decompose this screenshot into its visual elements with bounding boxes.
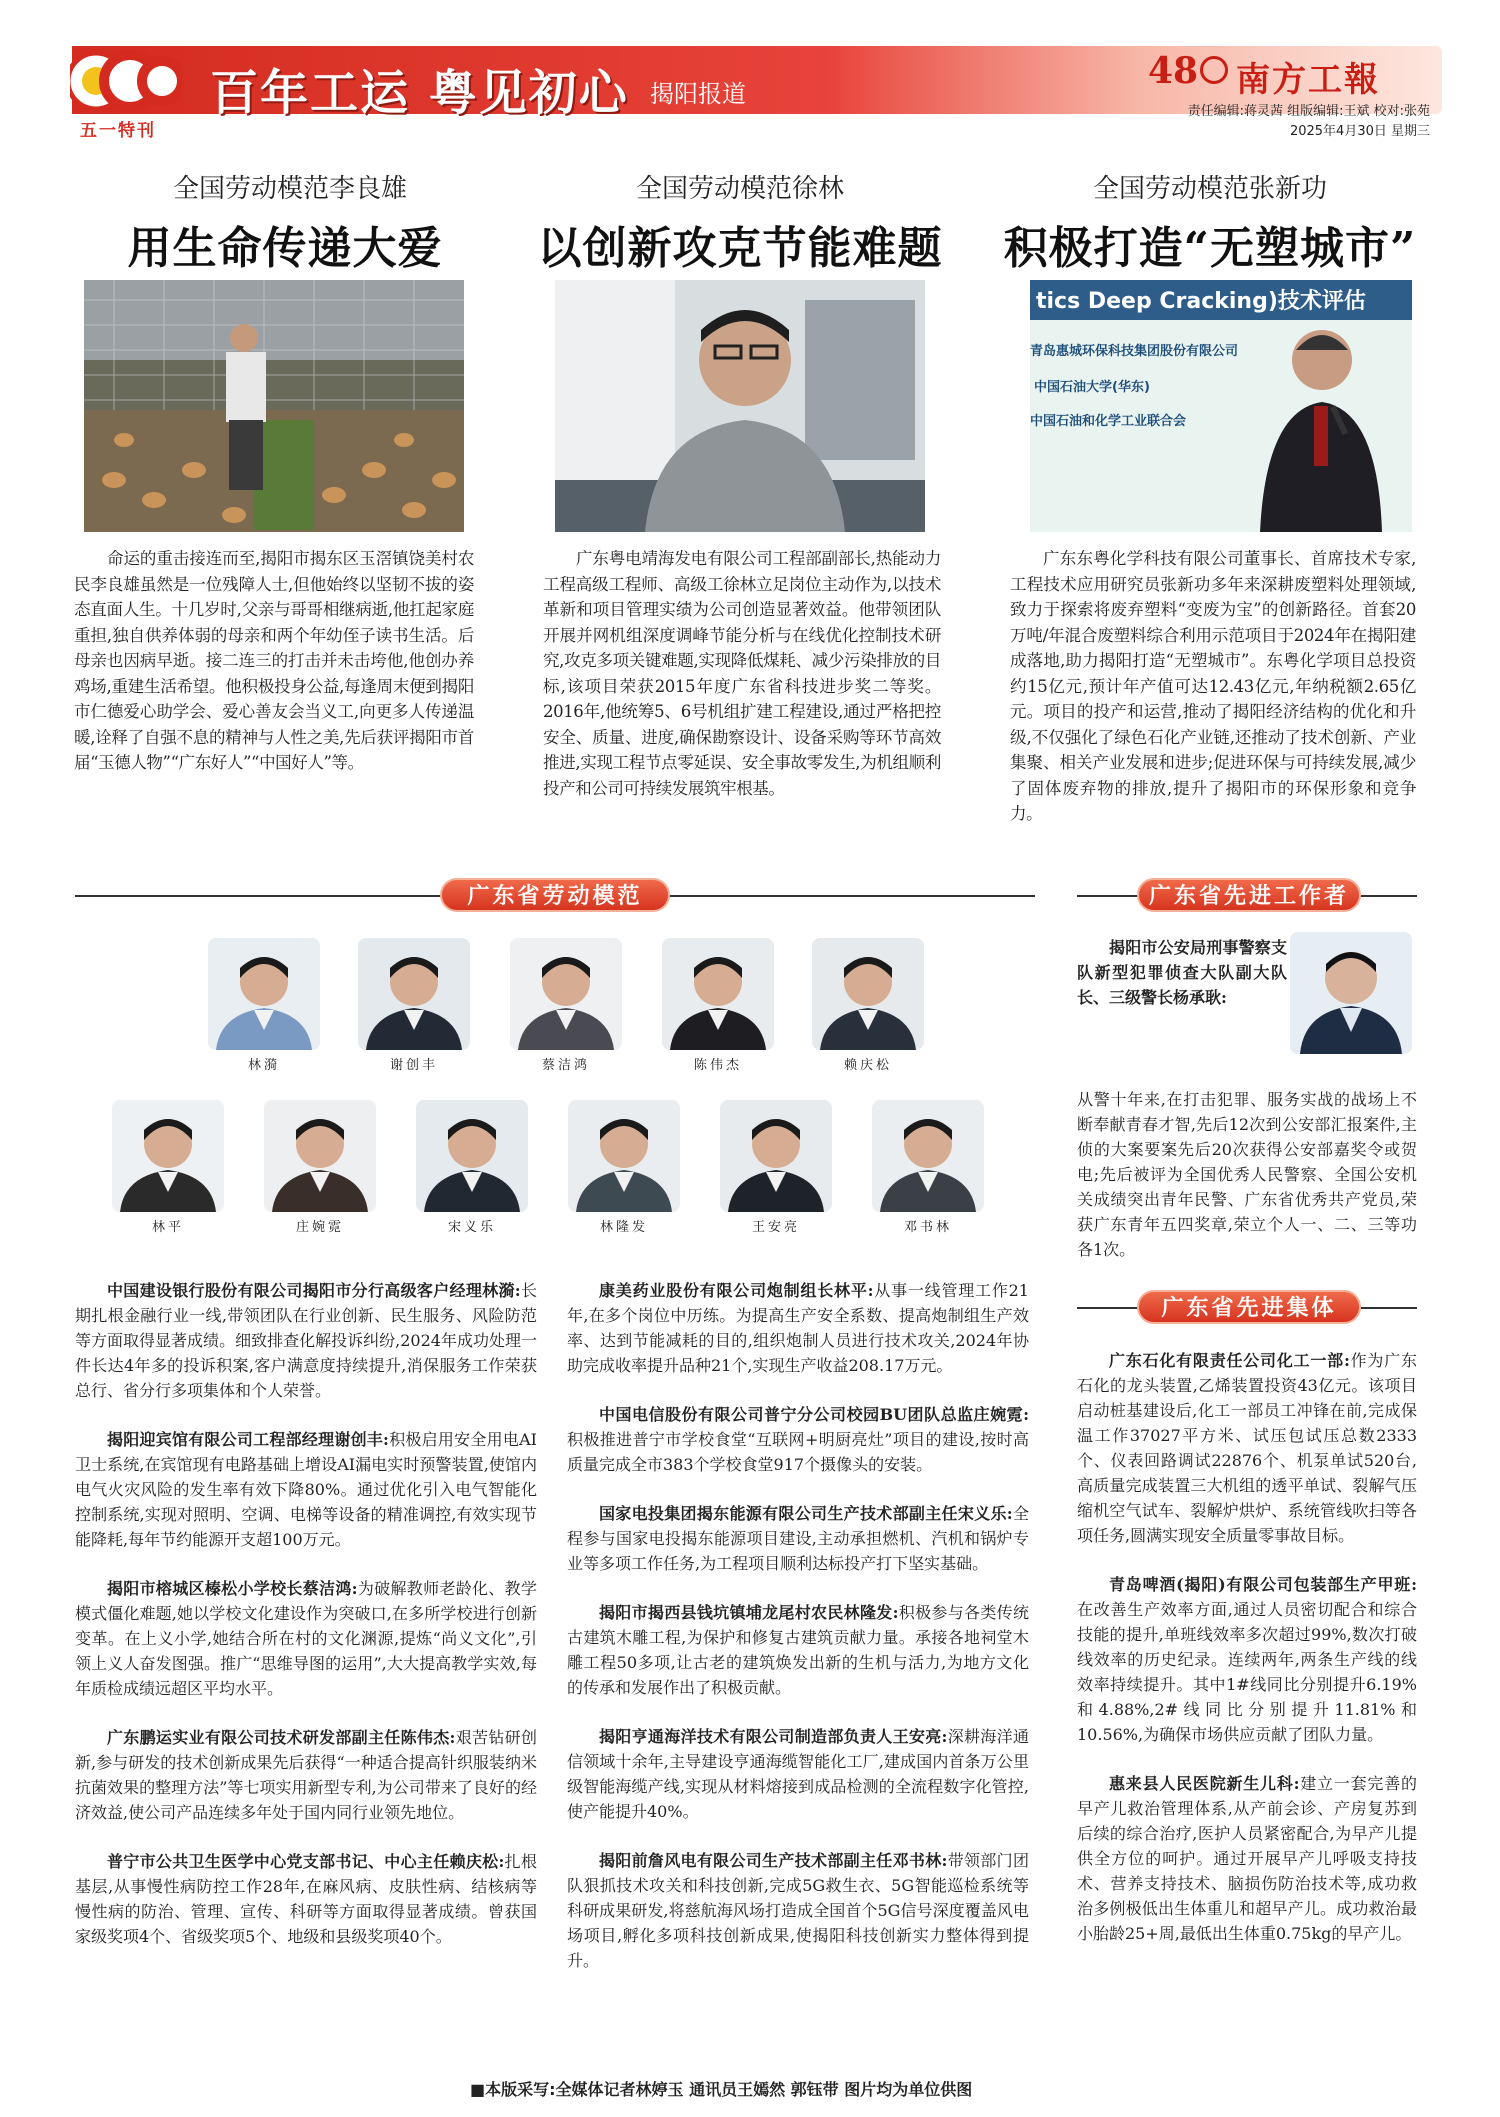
- article-3-body: 广东东粤化学科技有限公司董事长、首席技术专家,工程技术应用研究员张新功多年来深耕废塑料处理领域,致力于探索将废弃塑料“变废为宝”的创新路径。首套20万吨/年混合废塑料综合利用示范项目于2024年在揭阳建成落地,助力揭阳打造“无塑城市”。东粤化学项目总投资约15亿元,预计年产值可达12.43亿元,年纳税额2.65亿元。项目的投产和运营,推动了揭阳经济结构的优化和升级,不仅强化了绿色石化产业链,还推动了技术创新、产业集聚、相关产业发展和进步;促进环保与可持续发展,减少了固体废弃物的排放,提升了揭阳市的环保形象和竞争力。: [1010, 549, 1416, 823]
- centenary-logo: [70, 46, 182, 114]
- collective-list: [1077, 1348, 1417, 1946]
- portrait-name: 宋义乐: [447, 1220, 496, 1235]
- article-3-kicker: 全国劳动模范张新功: [1092, 174, 1327, 204]
- model-entry: 康美药业股份有限公司炮制组长林平:从事一线管理工作21年,在多个岗位中历练。为提高生产安全系数、提高炮制组生产效率、达到节能减耗的目的,组织炮制人员进行技术攻关,2024年协助完成收率提升品种21个,实现生产收益208.17万元。: [567, 1281, 1029, 1375]
- photo-text-line: 青岛惠城环保科技集团股份有限公司: [1030, 344, 1239, 359]
- model-entry: 中国建设银行股份有限公司揭阳市分行高级客户经理林漪:长期扎根金融行业一线,带领团队在行业创新、民生服务、风险防范等方面取得显著成绩。细致排查化解投诉纠纷,2024年成功处理一件长达4年多的投诉积案,客户满意度持续提升,消保服务工作荣获总行、省分行多项集体和个人荣誉。: [75, 1281, 537, 1400]
- worker-intro: [1077, 935, 1287, 1010]
- page-number: 48: [1148, 50, 1199, 92]
- worker-portrait: [1290, 932, 1412, 1054]
- article-1-kicker: 全国劳动模范李良雄: [172, 174, 407, 204]
- article-1-body: 命运的重击接连而至,揭阳市揭东区玉滘镇饶美村农民李良雄虽然是一位残障人士,但他始终以坚韧不拔的姿态直面人生。十几岁时,父亲与哥哥相继病逝,他扛起家庭重担,独自供养体弱的母亲和两个年幼侄子读书生活。后母亲也因病早逝。接二连三的打击并未击垮他,他创办养鸡场,重建生活希望。他积极投身公益,每逢周末便到揭阳市仁德爱心助学会、爱心善友会当义工,向更多人传递温暖,诠释了自强不息的精神与人性之美,先后获评揭阳市首届“玉德人物”“广东好人”“中国好人”等。: [74, 549, 474, 772]
- article-3-photo: [1030, 280, 1412, 532]
- worker-section-title: 广东省先进工作者: [1137, 878, 1361, 912]
- portrait-photo: [720, 1100, 832, 1212]
- portrait-name: 王安亮: [751, 1220, 800, 1235]
- article-1-headline: 用生命传递大爱: [127, 223, 443, 274]
- model-entry: 揭阳迎宾馆有限公司工程部经理谢创丰:积极启用安全用电AI卫士系统,在宾馆现有电路基础上增设AI漏电实时预警装置,使馆内电气火灾风险的发生率有效下降80%。通过优化引入电气智能化控制系统,实现对照明、空调、电梯等设备的精准调控,有效实现节能降耗,每年节约能源开支超100万元。: [75, 1430, 537, 1549]
- article-2-body: 广东粤电靖海发电有限公司工程部副部长,热能动力工程高级工程师、高级工徐林立足岗位主动作为,以技术革新和项目管理实绩为公司创造显著效益。他带领团队开展并网机组深度调峰节能分析与在线优化控制技术研究,攻克多项关键难题,实现降低煤耗、减少污染排放的目标,该项目荣获2015年度广东省科技进步奖二等奖。2016年,他统筹5、6号机组扩建工程建设,通过严格把控安全、质量、进度,确保勘察设计、设备采购等环节高效推进,实现工程节点零延误、安全事故零发生,为机组顺利投产和公司可持续发展筑牢根基。: [543, 549, 941, 798]
- model-list-right: [567, 1278, 1029, 1973]
- model-entry: 广东鹏运实业有限公司技术研发部副主任陈伟杰:艰苦钻研创新,参与研发的技术创新成果先后获得“一种适合提高针织服装纳米抗菌效果的整理方法”等七项实用新型专利,为公司带来了良好的经济效益,使公司产品连续多年处于国内同行业领先地位。: [75, 1728, 537, 1822]
- photo-banner-text: tics Deep Cracking)技术评估: [1036, 289, 1366, 314]
- model-entry: 普宁市公共卫生医学中心党支部书记、中心主任赖庆松:扎根基层,从事慢性病防控工作28年,在麻风病、皮肤性病、结核病等慢性病的防治、管理、宣传、科研等方面取得显著成绩。曾获国家级奖项4个、省级奖项5个、地级和县级奖项40个。: [75, 1852, 537, 1946]
- portrait-photo: [568, 1100, 680, 1212]
- portrait-name: 邓书林: [903, 1220, 952, 1235]
- portrait-name: 蔡洁鸿: [541, 1058, 590, 1073]
- portrait-photo: [358, 938, 470, 1050]
- article-2-kicker: 全国劳动模范徐林: [635, 174, 844, 204]
- portrait-photo: [416, 1100, 528, 1212]
- portrait-name: 林漪: [247, 1058, 280, 1073]
- model-entry: 揭阳市揭西县钱坑镇埔龙尾村农民林隆发:积极参与各类传统古建筑木雕工程,为保护和修复古建筑贡献力量。承接各地祠堂木雕工程50多项,让古老的建筑焕发出新的生机与活力,为地方文化的传承和发展作出了积极贡献。: [567, 1603, 1029, 1697]
- special-edition-label: 五一特刊: [80, 121, 156, 141]
- photo-text-line: 中国石油和化学工业联合会: [1030, 414, 1187, 429]
- article-3-headline: 积极打造“无塑城市”: [1003, 223, 1417, 274]
- newspaper-logo-icon: [1200, 56, 1228, 84]
- model-entry: 揭阳亨通海洋技术有限公司制造部负责人王安亮:深耕海洋通信领域十余年,主导建设亨通海缆智能化工厂,建成国内首条万公里级智能海缆产线,实现从材料熔接到成品检测的全流程数字化管控,使产能提升40%。: [567, 1727, 1029, 1821]
- portrait-name: 林平: [151, 1220, 184, 1235]
- portrait-photo: [872, 1100, 984, 1212]
- model-entry: 揭阳市榕城区榛松小学校长蔡洁鸿:为破解教师老龄化、教学模式僵化难题,她以学校文化建设作为突破口,在多所学校进行创新变革。在上义小学,她结合所在村的文化渊源,提炼“尚义文化”,引领上义人奋发图强。推广“思维导图的运用”,大大提高教学实效,每年质检成绩远超区平均水平。: [75, 1579, 537, 1698]
- collective-entry: 惠来县人民医院新生儿科:建立一套完善的早产儿救治管理体系,从产前会诊、产房复苏到后续的综合治疗,医护人员紧密配合,为早产儿提供全方位的呵护。通过开展早产儿呼吸支持技术、营养支持技术、脑损伤防治技术等,成功救治多例极低出生体重儿和超早产儿。成功救治最小胎龄25+周,最低出生体重0.75kg的早产儿。: [1077, 1774, 1417, 1943]
- portrait-photo: [264, 1100, 376, 1212]
- model-entry: 国家电投集团揭东能源有限公司生产技术部副主任宋义乐:全程参与国家电投揭东能源项目建设,主动承担燃机、汽机和锅炉专业等多项工作任务,为工程项目顺利达标投产打下坚实基础。: [567, 1504, 1029, 1573]
- portrait-photo: [812, 938, 924, 1050]
- model-list-left: [75, 1278, 537, 1949]
- model-section-title: 广东省劳动模范: [440, 878, 670, 912]
- worker-lead: 揭阳市公安局刑事警察支队新型犯罪侦查大队副大队长、三级警长杨承耿:: [1077, 938, 1287, 1007]
- portrait-name: 谢创丰: [389, 1058, 438, 1073]
- portrait-name: 赖庆松: [843, 1058, 892, 1073]
- collective-entry: 青岛啤酒(揭阳)有限公司包装部生产甲班:在改善生产效率方面,通过人员密切配合和综合技能的提升,单班线效率多次超过99%,数次打破线效率的历史纪录。连续两年,两条生产线的线效率持续提升。其中1#线同比分别提升6.19%和4.88%,2#线同比分别提升11.81%和10.56%,为确保市场供应贡献了团队力量。: [1077, 1575, 1417, 1744]
- date-line: 2025年4月30日 星期三: [1289, 124, 1430, 139]
- photo-text-line: 中国石油大学(华东): [1034, 380, 1150, 395]
- portrait-photo: [662, 938, 774, 1050]
- portrait-name: 林隆发: [599, 1220, 648, 1235]
- newspaper-brand: 南方工報: [1236, 60, 1380, 100]
- portrait-name: 陈伟杰: [693, 1058, 742, 1073]
- article-1-photo: [84, 280, 464, 532]
- portrait-name: 庄婉霓: [295, 1220, 344, 1235]
- portrait-photo: [510, 938, 622, 1050]
- banner-title: 百年工运 粤见初心: [210, 65, 629, 121]
- collective-section-title: 广东省先进集体: [1137, 1290, 1361, 1324]
- banner-subtitle: 揭阳报道: [650, 80, 746, 108]
- portrait-photo: [208, 938, 320, 1050]
- editors-line: 责任编辑:蒋灵茜 组版编辑:王斌 校对:张苑: [1187, 104, 1430, 119]
- article-2-headline: 以创新攻克节能难题: [537, 223, 943, 274]
- article-2-photo: [555, 280, 925, 532]
- byline-footer: ■本版采写:全媒体记者林婷玉 通讯员王嫣然 郭钰带 图片均为单位供图: [470, 2080, 973, 2099]
- portrait-photo: [112, 1100, 224, 1212]
- model-entry: 揭阳前詹风电有限公司生产技术部副主任邓书林:带领部门团队狠抓技术攻关和科技创新,完成5G救生衣、5G智能巡检系统等科研成果研发,将慈航海风场打造成全国首个5G信号深度覆盖风电场项目,孵化多项科技创新成果,使揭阳科技创新实力整体得到提升。: [567, 1851, 1029, 1970]
- model-entry: 中国电信股份有限公司普宁分公司校园BU团队总监庄婉霓:积极推进普宁市学校食堂“互联网+明厨亮灶”项目的建设,按时高质量完成全市383个学校食堂917个摄像头的安装。: [567, 1405, 1029, 1474]
- collective-entry: 广东石化有限责任公司化工一部:作为广东石化的龙头装置,乙烯装置投资43亿元。该项目启动桩基建设后,化工一部员工冲锋在前,完成保温工作37027平方米、试压包试压总数2333个、仪表回路调试22876个、机泵单试520台,高质量完成装置三大机组的透平单试、裂解气压缩机空气试车、裂解炉烘炉、系统管线吹扫等各项任务,圆满实现安全质量零事故目标。: [1077, 1351, 1417, 1545]
- worker-body: 从警十年来,在打击犯罪、服务实战的战场上不断奉献青春才智,先后12次到公安部汇报案件,主侦的大案要案先后20次获得公安部嘉奖令或贺电;先后被评为全国优秀人民警察、全国公安机关成绩突出青年民警、广东省优秀共产党员,荣获广东青年五四奖章,荣立个人一、二、三等功各1次。: [1077, 1090, 1417, 1259]
